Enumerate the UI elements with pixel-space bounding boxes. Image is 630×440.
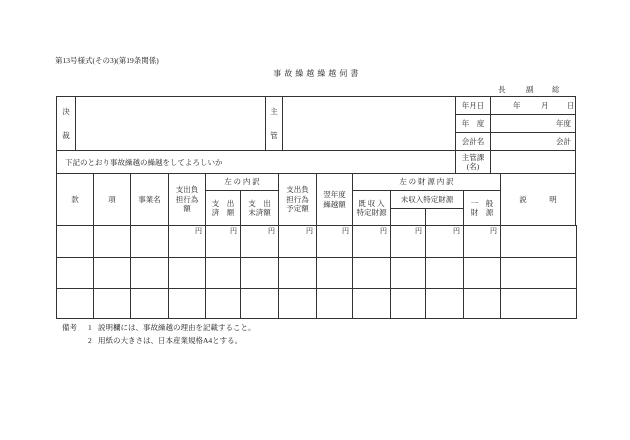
table-cell (316, 288, 353, 319)
table-cell (168, 288, 206, 319)
shukan-signature-area (282, 96, 456, 151)
note-2-number: 2 (88, 336, 92, 345)
header-burden-3: 額 (183, 204, 191, 214)
kessai-char-1: 決 (62, 107, 70, 117)
unit-yen: 円 (453, 227, 460, 235)
note-1-number: 1 (88, 323, 92, 332)
table-cell (93, 288, 131, 319)
header-planned-2: 担行為 (286, 194, 309, 204)
header-burden (168, 173, 206, 226)
table-cell (168, 257, 206, 289)
table-cell (240, 225, 279, 258)
header-unpaid (240, 190, 279, 226)
table-cell (316, 225, 353, 258)
header-burden-1: 支出負 (175, 185, 199, 195)
unit-yen: 円 (415, 227, 422, 235)
header-funding: 左 の 財 源 内 訳 (352, 173, 501, 191)
table-cell (352, 257, 391, 289)
table-cell (130, 257, 169, 289)
header-project: 事業名 (130, 173, 169, 226)
unit-yen: 円 (490, 227, 497, 235)
table-cell (93, 225, 131, 258)
table-cell (500, 288, 577, 319)
unit-yen: 円 (195, 227, 202, 235)
header-paid-2: 済 額 (211, 208, 235, 217)
table-cell (425, 288, 464, 319)
unit-yen: 円 (342, 227, 349, 235)
table-cell (390, 225, 426, 258)
header-unpaid-1: 支 出 (248, 198, 271, 208)
year-label: 年 度 (455, 114, 491, 133)
date-value (490, 96, 576, 115)
unit-yen: 円 (230, 227, 237, 235)
header-planned (278, 173, 317, 226)
header-paid-1: 支 出 (211, 198, 235, 208)
table-cell (463, 288, 501, 319)
table-cell (463, 225, 501, 258)
header-burden-2: 担行為 (175, 194, 199, 204)
shukan-char-2: 管 (270, 130, 278, 140)
kessai-signature-area (75, 96, 266, 151)
header-next-year (316, 173, 353, 226)
date-year-mark: 年 (513, 101, 521, 110)
table-cell (316, 257, 353, 289)
unit-yen: 円 (306, 227, 313, 235)
table-cell (352, 225, 391, 258)
account-value (490, 132, 576, 151)
header-next-year-2: 繰越額 (323, 199, 346, 209)
header-planned-3: 予定額 (286, 204, 309, 214)
header-general-2: 財 源 (470, 208, 494, 217)
header-paid (205, 190, 241, 226)
header-explanation: 説 明 (500, 173, 576, 226)
table-cell (463, 257, 501, 289)
header-kan: 款 (56, 173, 94, 226)
table-cell (93, 257, 131, 289)
table-cell (390, 288, 426, 319)
table-cell (130, 225, 169, 258)
date-day-mark: 日 (567, 101, 575, 110)
note-1-text: 説明欄には、事故繰越の理由を記載すること。 (98, 323, 256, 332)
table-cell (205, 257, 241, 289)
unit-yen: 円 (268, 227, 275, 235)
kessai-char-2: 裁 (62, 130, 70, 140)
dept-label (455, 150, 491, 174)
dept-label-1: 主管課 (461, 152, 485, 162)
table-cell (240, 257, 279, 289)
approver-cho: 長 (498, 85, 506, 94)
approver-fuku: 副 (526, 85, 534, 94)
table-cell (390, 257, 426, 289)
header-next-year-1: 翌年度 (323, 190, 346, 200)
table-cell (168, 225, 206, 258)
approver-so: 総 (552, 85, 560, 94)
form-number: 第13号様式(その3)(第19条関係) (55, 56, 159, 65)
account-label: 会計名 (455, 132, 491, 151)
request-cell (56, 150, 456, 174)
kessai-label (56, 96, 76, 151)
notes-label: 備考 (62, 323, 77, 332)
header-general-1: 一 般 (470, 198, 494, 208)
table-cell (205, 225, 241, 258)
dept-label-2: (名) (466, 162, 480, 171)
table-cell (500, 257, 577, 289)
header-unpaid-2: 未済額 (248, 208, 271, 217)
header-planned-1: 支出負 (286, 185, 309, 195)
date-label: 年月日 (455, 96, 491, 115)
table-cell (130, 288, 169, 319)
header-uncollected: 未収入特定財源 (390, 190, 464, 209)
table-cell (278, 225, 317, 258)
request-text: 下記のとおり事故繰越の繰越をしてよろしいか (65, 158, 223, 167)
header-uncollected-sub-1 (390, 208, 426, 226)
table-cell (278, 288, 317, 319)
form-title: 事 故 繰 越 繰 越 伺 書 (273, 69, 359, 78)
table-cell (425, 257, 464, 289)
header-collected (352, 190, 391, 226)
unit-yen: 円 (380, 227, 387, 235)
year-mark: 年度 (556, 119, 571, 128)
shukan-label (265, 96, 283, 151)
header-kou: 項 (93, 173, 131, 226)
table-cell (425, 225, 464, 258)
shukan-char-1: 主 (270, 107, 278, 117)
header-general (463, 190, 501, 226)
note-2-text: 用紙の大きさは、日本産業規格A4とする。 (98, 336, 243, 345)
header-uncollected-sub-2 (425, 208, 464, 226)
table-cell (56, 225, 94, 258)
dept-value (490, 150, 576, 174)
table-cell (56, 257, 94, 289)
table-cell (278, 257, 317, 289)
table-cell (500, 225, 577, 258)
header-breakdown: 左 の 内 訳 (205, 173, 279, 191)
table-cell (352, 288, 391, 319)
header-collected-1: 既 収 入 (358, 198, 385, 208)
date-month-mark: 月 (541, 101, 549, 110)
table-cell (205, 288, 241, 319)
table-cell (240, 288, 279, 319)
header-collected-2: 特定財源 (356, 208, 387, 217)
table-cell (56, 288, 94, 319)
account-mark: 会計 (556, 137, 571, 146)
year-value (490, 114, 576, 133)
